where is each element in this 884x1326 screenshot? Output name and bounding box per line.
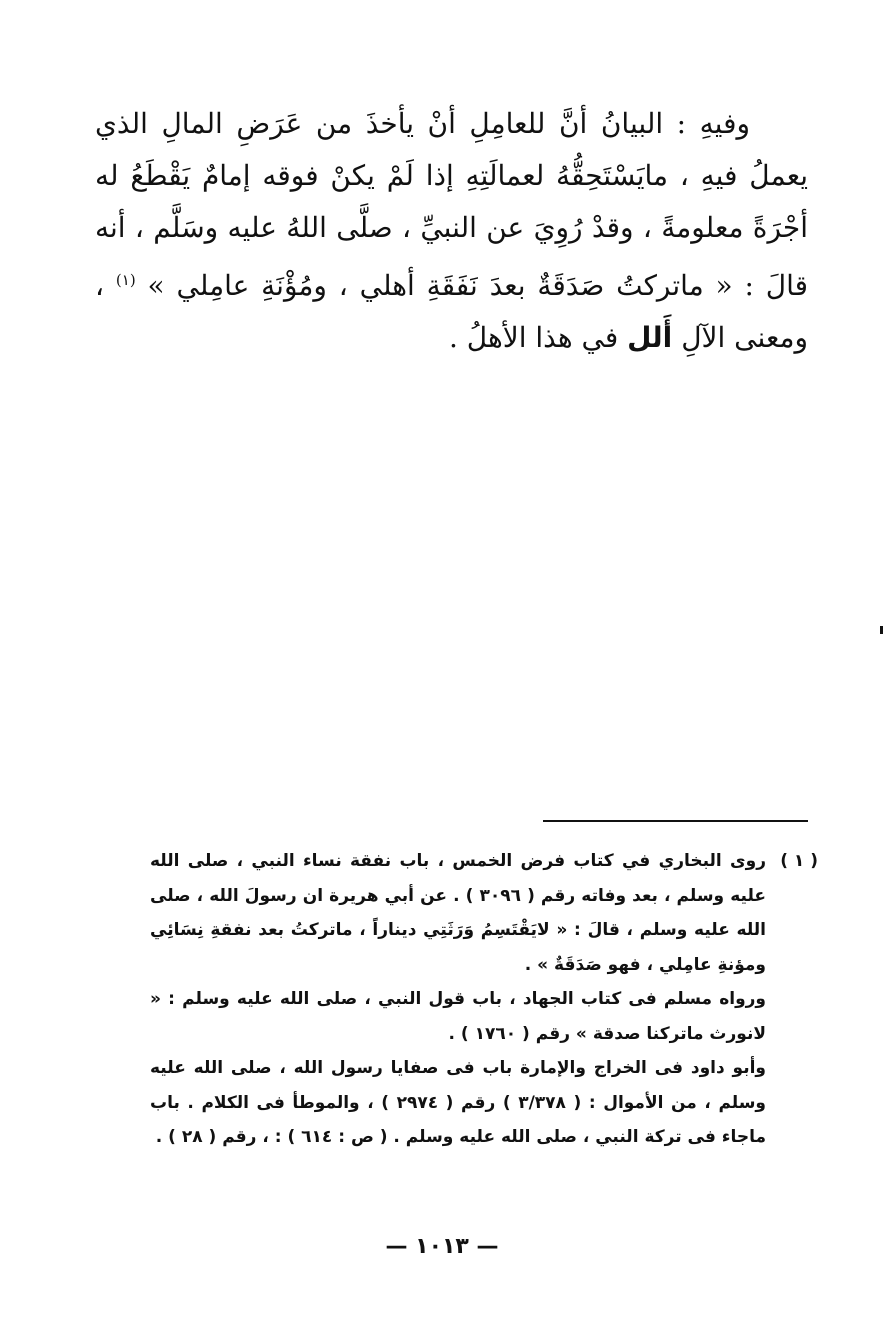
footnote-paragraph-bukhari: روى البخاري في كتاب فرض الخمس ، باب نفقة نساء النبي ، صلى الله عليه وسلم ، بعد وفاته رقم ( ٣٠٩٦ ) . عن أبي هريرة ان رسولَ الله ، صلى الله عليه وسلم ، قالَ : « لايَقْتَسِمُ وَرَثَتِي ديناراً ، ماتركتُ بعد نفقةِ نِسَائِي ومؤنةِ عامِلي ، فهو صَدَقَةٌ » . — [150, 851, 766, 975]
footnote-divider — [543, 820, 808, 822]
scan-edge-mark — [880, 626, 883, 634]
footnote-paragraph-abu-dawud: وأبو داود فى الخراج والإمارة باب فى صفايا رسول الله ، صلى الله عليه وسلم ، من الأموال : ( ٣/٣٧٨ ) رقم ( ٢٩٧٤ ) ، والموطأ فى الكلام . باب ماجاء فى تركة النبي ، صلى الله عليه وسلم . ( ص : ٦١٤ ) : ، رقم ( ٢٨ ) . — [150, 1058, 766, 1147]
footnotes-section — [150, 844, 818, 1155]
footnote-marker: ( ١ ) — [780, 851, 818, 871]
main-text-part-1: وفيهِ : البيانُ أنَّ للعامِلِ أنْ يأخذَ من عَرَضِ المالِ الذي يعملُ فيهِ ، مايَسْتَحِقُّهُ لعمالَتِهِ إذا لَمْ يكنْ فوقه إمامٌ يَقْطَعُ له أجْرَةً معلومةً ، وقدْ رُوِيَ عن النبيِّ ، صلَّى اللهُ عليه وسَلَّم ، أنه قالَ : « ماتركتُ صَدَقَةٌ بعدَ نَفَقَةِ أهلي ، ومُؤْنَةِ عامِلي » — [95, 107, 809, 302]
margin-word: أَلل — [627, 321, 673, 354]
footnote-1 — [150, 844, 818, 1155]
main-text-part-3: في هذا الأهلُ . — [448, 321, 619, 354]
main-text-part-2: ، ومعنى الآلِ — [95, 269, 808, 354]
footnote-paragraph-muslim: ورواه مسلم فى كتاب الجهاد ، باب قول النبي ، صلى الله عليه وسلم : « لانورث ماتركنا صدقة » رقم ( ١٧٦٠ ) . — [150, 989, 766, 1044]
footnote-body — [150, 844, 766, 1155]
page-number: — ١٠١٣ — — [385, 1234, 499, 1259]
footnote-reference: (١) — [115, 271, 136, 289]
main-paragraph — [95, 98, 808, 364]
